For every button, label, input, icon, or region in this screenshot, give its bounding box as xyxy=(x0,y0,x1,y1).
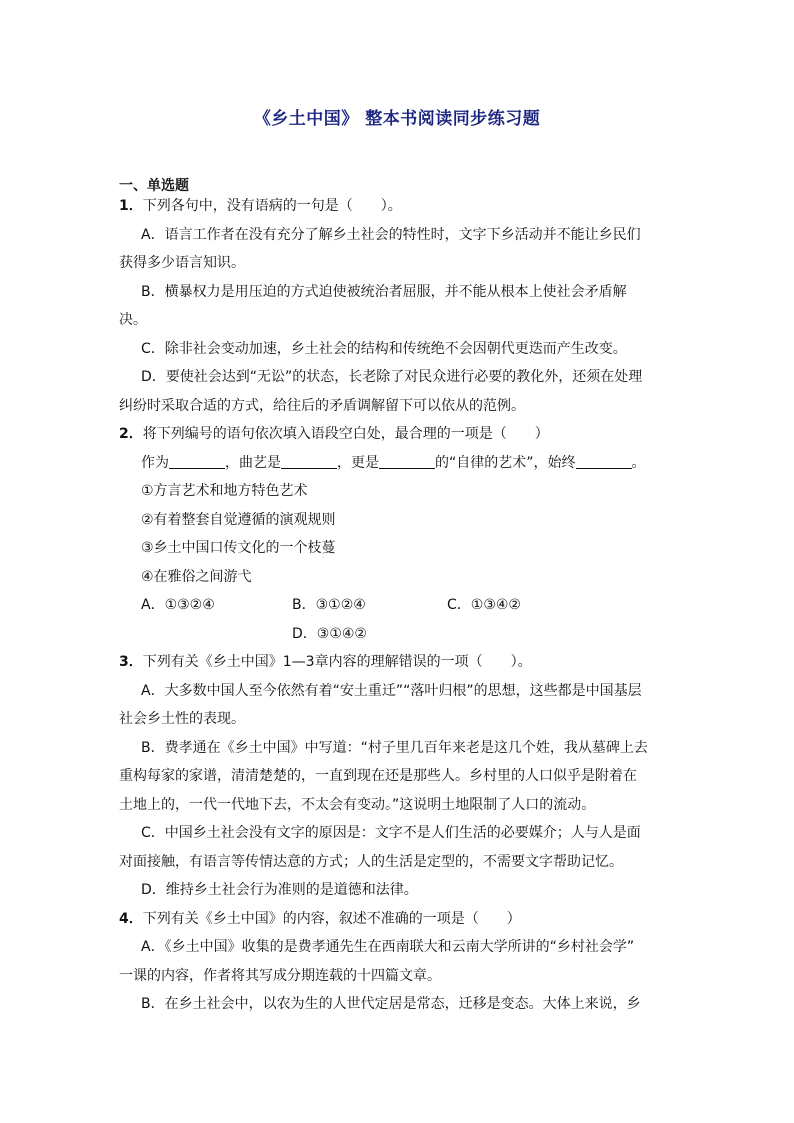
q3-option-d-line1: D．维持乡土社会行为准则的是道德和法律。 xyxy=(141,882,418,898)
q3-option-c-line2: 对面接触，有语言等传情达意的方式；人的生活是定型的，不需要文字帮助记忆。 xyxy=(119,853,623,870)
q4-option-a-line1: A．《乡土中国》收集的是费孝通先生在西南联大和云南大学所讲的“乡村社会学” xyxy=(141,939,635,955)
fill-blank-4 xyxy=(576,454,632,469)
q3-option-b-line3: 土地上的，一代一代地下去，不太会有变动。”这说明土地限制了人口的流动。 xyxy=(119,796,596,813)
question-1-number: 1． xyxy=(119,198,143,214)
q1-option-c-line1: C．除非社会变动加速，乡土社会的结构和传统绝不会因朝代更迭而产生改变。 xyxy=(141,340,627,357)
question-2-stem xyxy=(119,420,667,449)
page-title: 《乡土中国》 整本书阅读同步练习题 xyxy=(253,109,541,129)
q2-option-d: D．③①④② xyxy=(292,625,367,642)
q2-options-row-1 xyxy=(119,591,667,620)
q3-option-c-line1: C．中国乡土社会没有文字的原因是：文字不是人们生活的必要媒介；人与人是面 xyxy=(141,825,641,841)
q2-option-a: A．①③②④ xyxy=(141,597,215,613)
q1-option-b-line1: B．横暴权力是用压迫的方式迫使被统治者屈服，并不能从根本上使社会矛盾解 xyxy=(141,283,627,300)
fill-text-1: 作为 xyxy=(141,454,169,471)
q2-fill-passage xyxy=(119,449,667,478)
q1-option-a-line1: A．语言工作者在没有充分了解乡土社会的特性时，文字下乡活动并不能让乡民们 xyxy=(141,226,641,243)
exercise-content xyxy=(119,178,667,1019)
q2-option-c: C．①③④② xyxy=(447,597,521,613)
q1-option-d-line2: 纠纷时采取合适的方式，给往后的矛盾调解留下可以依从的范例。 xyxy=(119,397,525,414)
q1-option-a-line2: 获得多少语言知识。 xyxy=(119,255,245,271)
q4-option-b-line1: B．在乡土社会中，以农为生的人世代定居是常态，迁移是变态。大体上来说，乡 xyxy=(141,996,641,1012)
fill-text-5: 。 xyxy=(631,454,646,471)
fill-text-3: ，更是 xyxy=(337,454,379,471)
q3-option-a-line1: A．大多数中国人至今依然有着“安土重迁”“落叶归根”的思想，这些都是中国基层 xyxy=(141,682,642,699)
question-3-number: 3． xyxy=(119,654,143,670)
q2-options-row-2 xyxy=(119,620,667,649)
question-3-text: 下列有关《乡土中国》1—3章内容的理解错误的一项（ ）。 xyxy=(142,654,532,670)
fill-text-2: ，曲艺是 xyxy=(225,454,281,471)
question-1-stem xyxy=(119,192,667,221)
q2-option-b: B．③①②④ xyxy=(292,597,366,613)
q2-item-1: ①方言艺术和地方特色艺术 xyxy=(141,483,308,499)
fill-blank-1 xyxy=(169,454,225,469)
question-4-stem xyxy=(119,905,667,934)
fill-text-4: 的“自律的艺术”，始终 xyxy=(435,454,576,471)
question-2-number: 2． xyxy=(119,426,143,442)
q2-item-2: ②有着整套自觉遵循的演观规则 xyxy=(141,511,336,528)
q3-option-a-line2: 社会乡土性的表现。 xyxy=(119,711,245,727)
q2-item-3: ③乡土中国口传文化的一个枝蔓 xyxy=(141,540,336,556)
question-3-stem xyxy=(119,648,667,677)
q1-option-b-line2: 决。 xyxy=(119,312,147,328)
section-heading: 一、单选题 xyxy=(119,178,189,194)
question-4-number: 4． xyxy=(119,910,143,927)
fill-blank-2 xyxy=(281,454,337,469)
q1-option-d-line1: D．要使社会达到“无讼”的状态，长老除了对民众进行必要的教化外，还须在处理 xyxy=(141,369,643,385)
q2-item-4: ④在雅俗之间游弋 xyxy=(141,568,252,585)
q3-option-b-line2: 重构每家的家谱，清清楚楚的，一直到现在还是那些人。乡村里的人口似乎是附着在 xyxy=(119,768,637,784)
fill-blank-3 xyxy=(379,454,435,469)
q3-option-b-line1: B．费孝通在《乡土中国》中写道：“村子里几百年来老是这几个姓，我从墓碑上去 xyxy=(141,739,648,756)
question-2-text: 将下列编号的语句依次填入语段空白处，最合理的一项是（ ） xyxy=(142,426,549,442)
question-4-text: 下列有关《乡土中国》的内容，叙述不准确的一项是（ ） xyxy=(142,910,521,927)
q4-option-a-line2: 一课的内容，作者将其写成分期连载的十四篇文章。 xyxy=(119,967,441,984)
question-1-text: 下列各句中，没有语病的一句是（ ）。 xyxy=(142,198,402,214)
